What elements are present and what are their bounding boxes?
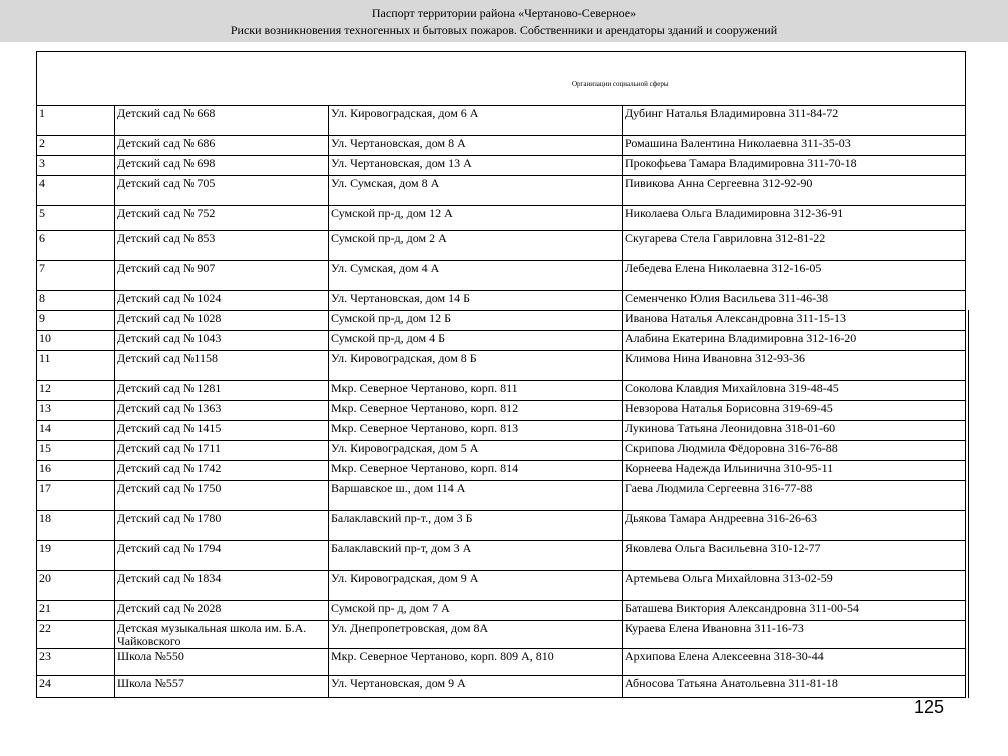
table-row: [36, 541, 966, 571]
organization-address: Ул. Кировоградская, дом 8 Б: [328, 351, 622, 380]
organization-address: Балаклавский пр-т, дом 3 А: [328, 541, 622, 570]
organization-address: Ул. Сумская, дом 4 А: [328, 261, 622, 290]
organization-contact: Пивикова Анна Сергеевна 312-92-90: [622, 176, 966, 205]
table-row: [36, 421, 966, 441]
organization-contact: Соколова Клавдия Михайловна 319-48-45: [622, 381, 966, 400]
organization-name: Детский сад № 1742: [114, 461, 328, 480]
row-number: 8: [36, 291, 114, 310]
row-number: 24: [36, 676, 114, 697]
table-row: [36, 106, 966, 136]
row-number: 9: [36, 311, 114, 330]
organization-address: Ул. Чертановская, дом 13 А: [328, 156, 622, 175]
organization-contact: Баташева Виктория Александровна 311-00-54: [622, 601, 966, 620]
organization-address: Ул. Кировоградская, дом 9 А: [328, 571, 622, 600]
organization-address: Ул. Чертановская, дом 14 Б: [328, 291, 622, 310]
row-number: 1: [36, 106, 114, 135]
organization-contact: Артемьева Ольга Михайловна 313-02-59: [622, 571, 966, 600]
organization-name: Детская музыкальная школа им. Б.А. Чайковского: [114, 621, 328, 648]
table-outer-border: [968, 310, 969, 698]
row-number: 3: [36, 156, 114, 175]
organization-name: Детский сад № 752: [114, 206, 328, 230]
organization-contact: Скрипова Людмила Фёдоровна 316-76-88: [622, 441, 966, 460]
organization-address: Сумской пр-д, дом 12 Б: [328, 311, 622, 330]
organization-name: Детский сад № 686: [114, 136, 328, 155]
row-number: 14: [36, 421, 114, 440]
organization-contact: Николаева Ольга Владимировна 312-36-91: [622, 206, 966, 230]
table-row: [36, 481, 966, 511]
row-number: 10: [36, 331, 114, 350]
organization-name: Детский сад № 1834: [114, 571, 328, 600]
document-header: [0, 0, 1008, 42]
organization-contact: Архипова Елена Алексеевна 318-30-44: [622, 649, 966, 675]
table-row: [36, 156, 966, 176]
organization-contact: Алабина Екатерина Владимировна 312-16-20: [622, 331, 966, 350]
organization-name: Детский сад № 853: [114, 231, 328, 260]
row-number: 7: [36, 261, 114, 290]
organization-name: Школа №557: [114, 676, 328, 697]
organization-name: Детский сад № 1028: [114, 311, 328, 330]
organization-name: Детский сад № 1711: [114, 441, 328, 460]
row-number: 6: [36, 231, 114, 260]
row-number: 19: [36, 541, 114, 570]
organization-name: Детский сад № 1415: [114, 421, 328, 440]
row-number: 2: [36, 136, 114, 155]
organization-contact: Дьякова Тамара Андреевна 316-26-63: [622, 511, 966, 540]
organization-name: Детский сад № 705: [114, 176, 328, 205]
organization-contact: Яковлева Ольга Васильевна 310-12-77: [622, 541, 966, 570]
organization-contact: Климова Нина Ивановна 312-93-36: [622, 351, 966, 380]
organization-address: Ул. Сумская, дом 8 А: [328, 176, 622, 205]
table-row: [36, 136, 966, 156]
organization-name: Детский сад № 2028: [114, 601, 328, 620]
document-title: Паспорт территории района «Чертаново-Северное»: [371, 6, 637, 20]
table-row: [36, 441, 966, 461]
organization-address: Варшавское ш., дом 114 А: [328, 481, 622, 510]
table-row: [36, 461, 966, 481]
organization-address: Мкр. Северное Чертаново, корп. 812: [328, 401, 622, 420]
table-row: [36, 291, 966, 311]
organization-name: Детский сад № 1794: [114, 541, 328, 570]
organization-address: Ул. Чертановская, дом 9 А: [328, 676, 622, 697]
organization-address: Ул. Чертановская, дом 8 А: [328, 136, 622, 155]
row-number: 16: [36, 461, 114, 480]
table-row: [36, 511, 966, 541]
table-caption: Организации социальной сферы: [572, 80, 669, 88]
organization-name: Детский сад № 1024: [114, 291, 328, 310]
row-number: 18: [36, 511, 114, 540]
table-row: [36, 649, 966, 676]
row-number: 5: [36, 206, 114, 230]
organization-contact: Кураева Елена Ивановна 311-16-73: [622, 621, 966, 648]
table-row: [36, 176, 966, 206]
organization-name: Детский сад № 1281: [114, 381, 328, 400]
organization-contact: Гаева Людмила Сергеевна 316-77-88: [622, 481, 966, 510]
table-caption-row: [36, 51, 966, 106]
table-row: [36, 401, 966, 421]
organization-address: Ул. Днепропетровская, дом 8А: [328, 621, 622, 648]
row-number: 15: [36, 441, 114, 460]
organization-contact: Семенченко Юлия Васильева 311-46-38: [622, 291, 966, 310]
organization-contact: Невзорова Наталья Борисовна 319-69-45: [622, 401, 966, 420]
organization-address: Сумской пр-д, дом 4 Б: [328, 331, 622, 350]
row-number: 4: [36, 176, 114, 205]
row-number: 11: [36, 351, 114, 380]
organization-name: Детский сад № 698: [114, 156, 328, 175]
row-number: 12: [36, 381, 114, 400]
row-number: 21: [36, 601, 114, 620]
table-row: [36, 311, 966, 331]
row-number: 13: [36, 401, 114, 420]
organization-address: Мкр. Северное Чертаново, корп. 809 А, 810: [328, 649, 622, 675]
organization-name: Школа №550: [114, 649, 328, 675]
organization-address: Сумской пр- д, дом 7 А: [328, 601, 622, 620]
table-row: [36, 676, 966, 698]
organization-contact: Дубинг Наталья Владимировна 311-84-72: [622, 106, 966, 135]
organization-address: Мкр. Северное Чертаново, корп. 814: [328, 461, 622, 480]
table-row: [36, 381, 966, 401]
table-row: [36, 621, 966, 649]
organization-name: Детский сад № 1043: [114, 331, 328, 350]
row-number: 23: [36, 649, 114, 675]
organization-address: Ул. Кировоградская, дом 5 А: [328, 441, 622, 460]
organization-address: Сумской пр-д, дом 2 А: [328, 231, 622, 260]
row-number: 17: [36, 481, 114, 510]
table-row: [36, 261, 966, 291]
organization-contact: Прокофьева Тамара Владимировна 311-70-18: [622, 156, 966, 175]
table-row: [36, 571, 966, 601]
organization-address: Сумской пр-д, дом 12 А: [328, 206, 622, 230]
organization-name: Детский сад № 668: [114, 106, 328, 135]
row-number: 20: [36, 571, 114, 600]
organization-address: Ул. Кировоградская, дом 6 А: [328, 106, 622, 135]
organization-contact: Ромашина Валентина Николаевна 311-35-03: [622, 136, 966, 155]
organization-name: Детский сад №1158: [114, 351, 328, 380]
organization-contact: Иванова Наталья Александровна 311-15-13: [622, 311, 966, 330]
table-row: [36, 601, 966, 621]
row-number: 22: [36, 621, 114, 648]
organization-name: Детский сад № 1780: [114, 511, 328, 540]
organization-contact: Корнеева Надежда Ильинична 310-95-11: [622, 461, 966, 480]
organization-contact: Скугарева Стела Гавриловна 312-81-22: [622, 231, 966, 260]
organization-name: Детский сад № 1363: [114, 401, 328, 420]
organization-address: Балаклавский пр-т., дом 3 Б: [328, 511, 622, 540]
table-row: [36, 351, 966, 381]
table-row: [36, 231, 966, 261]
table-row: [36, 331, 966, 351]
organization-address: Мкр. Северное Чертаново, корп. 811: [328, 381, 622, 400]
page-number: 125: [914, 697, 945, 717]
organization-contact: Лукинова Татьяна Леонидовна 318-01-60: [622, 421, 966, 440]
organization-contact: Лебедева Елена Николаевна 312-16-05: [622, 261, 966, 290]
organization-contact: Абносова Татьяна Анатольевна 311-81-18: [622, 676, 966, 697]
table-row: [36, 206, 966, 231]
organizations-table: [36, 51, 966, 690]
document-subtitle: Риски возникновения техногенных и бытовых пожаров. Собственники и арендаторы зданий и сооружений: [230, 23, 778, 37]
organization-name: Детский сад № 907: [114, 261, 328, 290]
organization-address: Мкр. Северное Чертаново, корп. 813: [328, 421, 622, 440]
organization-name: Детский сад № 1750: [114, 481, 328, 510]
